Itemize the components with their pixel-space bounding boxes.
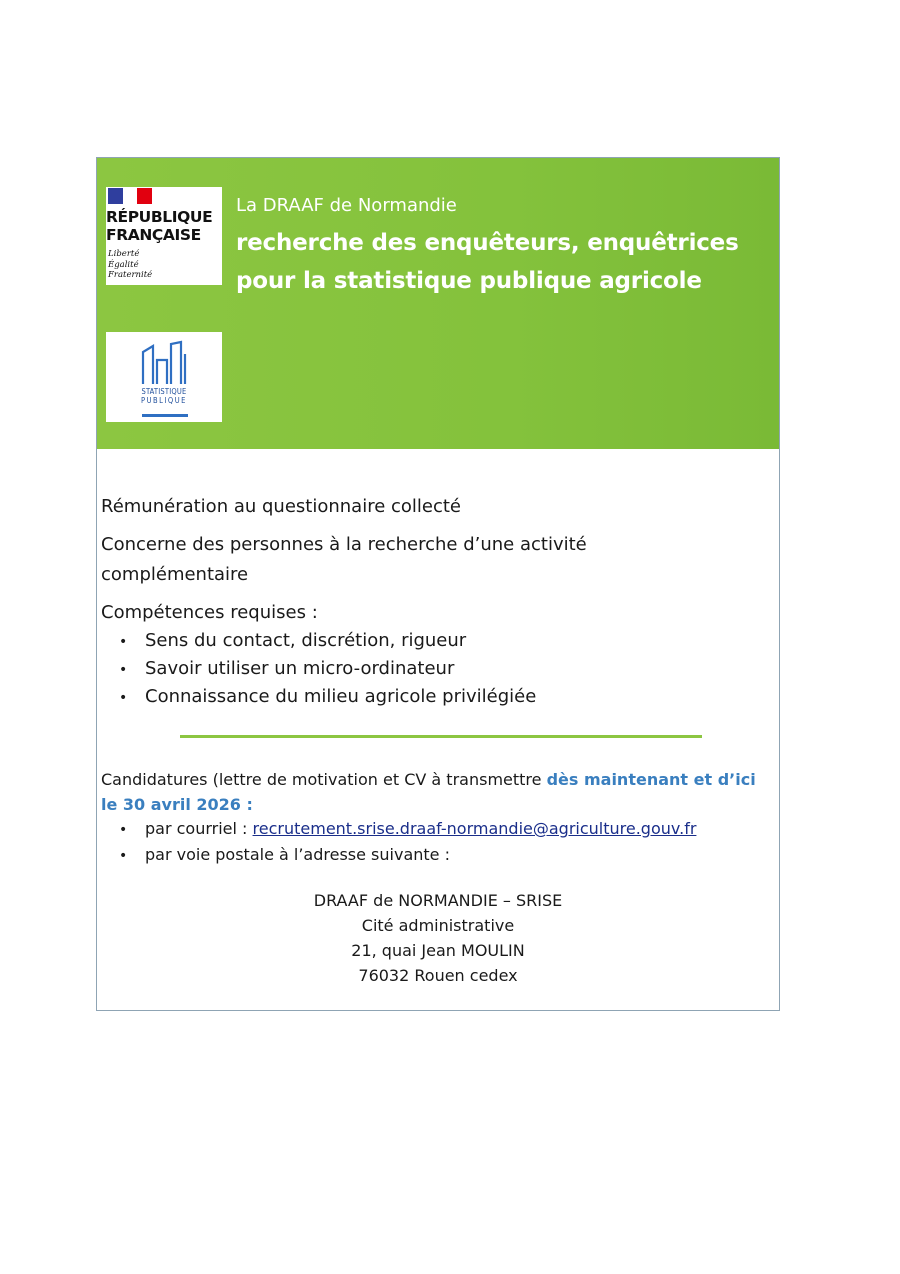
- address-line: 76032 Rouen cedex: [358, 966, 518, 985]
- concerne-text-line1: Concerne des personnes à la recherche d’une activité: [101, 534, 587, 555]
- banner-subtitle: La DRAAF de Normandie: [236, 195, 457, 216]
- postale-item: • par voie postale à l’adresse suivante :: [119, 845, 450, 864]
- statistique-publique-icon: [141, 340, 189, 386]
- sp-underline: [142, 414, 188, 417]
- courriel-item: • par courriel : recrutement.srise.draaf-normandie@agriculture.gouv.fr: [119, 819, 697, 838]
- rf-name: RÉPUBLIQUE FRANÇAISE: [106, 208, 213, 244]
- recruitment-card: [96, 157, 780, 1011]
- header-banner: [97, 158, 779, 449]
- competence-item: • Sens du contact, discrétion, rigueur: [119, 630, 467, 651]
- separator-line: [180, 735, 702, 738]
- remuneration-text: Rémunération au questionnaire collecté: [101, 496, 462, 517]
- rf-motto: Liberté Égalité Fraternité: [108, 249, 153, 280]
- competence-item: • Connaissance du milieu agricole privilégiée: [119, 686, 537, 707]
- competences-title: Compétences requises :: [101, 602, 318, 623]
- french-flag-icon: [108, 188, 152, 204]
- address-line: 21, quai Jean MOULIN: [351, 941, 525, 960]
- address-line: Cité administrative: [361, 916, 515, 935]
- address-line: DRAAF de NORMANDIE – SRISE: [313, 891, 563, 910]
- republique-francaise-logo: [106, 187, 222, 285]
- candidatures-text: Candidatures (lettre de motivation et CV à transmettre dès maintenant et d’ici: [101, 770, 756, 789]
- statistique-publique-logo: [106, 332, 222, 422]
- candidatures-deadline: le 30 avril 2026 :: [101, 795, 253, 814]
- email-link[interactable]: recrutement.srise.draaf-normandie@agriculture.gouv.fr: [252, 819, 697, 838]
- banner-title: recherche des enquêteurs, enquêtrices pour la statistique publique agricole: [236, 230, 739, 294]
- concerne-text-line2: complémentaire: [101, 564, 249, 585]
- competence-item: • Savoir utiliser un micro-ordinateur: [119, 658, 455, 679]
- sp-text: STATISTIQUE PUBLIQUE: [141, 387, 187, 405]
